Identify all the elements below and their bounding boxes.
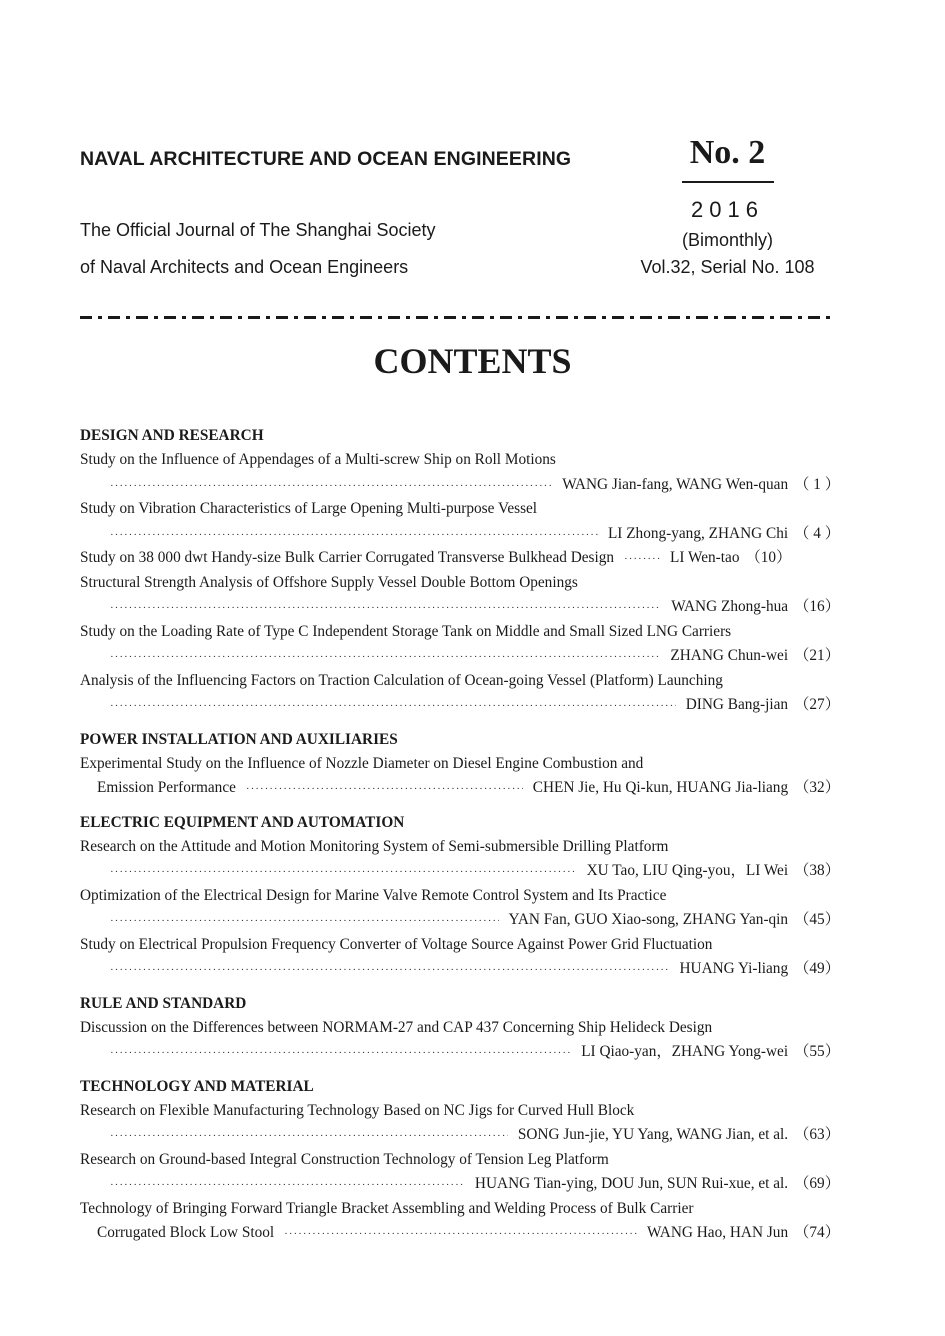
section-heading: RULE AND STANDARD [80, 994, 247, 1012]
toc-entry[interactable] [80, 752, 840, 801]
article-authors: WANG Zhong-hua [671, 598, 789, 615]
leader-dots [110, 694, 676, 719]
article-page: （32） [794, 779, 840, 796]
article-page: （ 1 ） [794, 475, 840, 493]
leader-dots [110, 596, 661, 621]
article-byline [80, 644, 840, 669]
journal-title: NAVAL ARCHITECTURE AND OCEAN ENGINEERING [80, 148, 572, 170]
article-byline [80, 1040, 840, 1065]
article-byline [80, 522, 840, 547]
article-byline [80, 1221, 840, 1246]
article-title-continued: Emission Performance [97, 779, 236, 796]
article-title: Study on 38 000 dwt Handy-size Bulk Carrier Corrugated Transverse Bulkhead Design [80, 549, 615, 566]
article-page: （74） [794, 1224, 840, 1241]
article-authors: LI Wen-tao [670, 549, 740, 566]
toc-entry[interactable] [80, 448, 840, 497]
issue-number: No. 2 [689, 134, 766, 171]
toc-entry[interactable] [80, 546, 840, 571]
article-title: Structural Strength Analysis of Offshore Supply Vessel Double Bottom Openings [80, 573, 578, 591]
article-byline [80, 859, 840, 884]
article-byline [80, 776, 840, 801]
article-page: （ 4 ） [794, 524, 840, 542]
article-title: Technology of Bringing Forward Triangle Bracket Assembling and Welding Process of Bulk Carrier [80, 1199, 694, 1217]
article-title: Study on Vibration Characteristics of Large Opening Multi-purpose Vessel [80, 500, 538, 517]
toc-entry[interactable] [80, 497, 840, 546]
leader-dots [110, 1041, 571, 1066]
article-title: Research on the Attitude and Motion Monitoring System of Semi-submersible Drilling Platform [80, 837, 669, 855]
toc-entry[interactable] [80, 933, 840, 982]
toc-entry[interactable] [80, 571, 840, 620]
leader-dots [110, 523, 598, 548]
article-page: （10） [745, 549, 792, 566]
article-title: Study on Electrical Propulsion Frequency Converter of Voltage Source Against Power Grid Fluctuation [80, 935, 713, 953]
article-authors: LI Zhong-yang, ZHANG Chi [607, 524, 789, 542]
section-heading: DESIGN AND RESEARCH [80, 427, 264, 444]
article-authors: LI Qiao-yan，ZHANG Yong-wei [581, 1043, 789, 1060]
article-authors: YAN Fan, GUO Xiao-song, ZHANG Yan-qin [508, 911, 789, 928]
article-authors: XU Tao, LIU Qing-you，LI Wei [586, 862, 789, 879]
article-authors: WANG Hao, HAN Jun [647, 1224, 789, 1241]
article-title: Optimization of the Electrical Design for Marine Valve Remote Control System and Its Practice [80, 886, 667, 904]
toc-entry[interactable] [80, 1016, 840, 1065]
leader-dots [110, 1124, 508, 1149]
issue-year: 2016 [691, 197, 764, 222]
article-title: Discussion on the Differences between NORMAM-27 and CAP 437 Concerning Ship Helideck Design [80, 1018, 713, 1036]
section-heading: TECHNOLOGY AND MATERIAL [80, 1077, 314, 1095]
leader-dots [110, 909, 499, 934]
article-page: （21） [794, 647, 840, 664]
leader-dots [624, 547, 660, 572]
article-byline [80, 957, 840, 982]
article-page: （69） [794, 1175, 840, 1192]
article-authors: SONG Jun-jie, YU Yang, WANG Jian, et al. [517, 1126, 789, 1143]
article-page: （27） [794, 696, 840, 713]
toc-entry[interactable] [80, 884, 840, 933]
article-title-continued: Corrugated Block Low Stool [97, 1224, 275, 1241]
journal-header [80, 148, 620, 277]
article-title: Study on the Influence of Appendages of a Multi-screw Ship on Roll Motions [80, 451, 556, 468]
toc-entry[interactable] [80, 1197, 840, 1246]
journal-description-line2: of Naval Architects and Ocean Engineers [80, 257, 409, 277]
article-authors: CHEN Jie, Hu Qi-kun, HUANG Jia-liang [532, 779, 789, 796]
dash-dot-divider [80, 316, 836, 319]
leader-dots [110, 474, 552, 499]
issue-rule [682, 181, 774, 183]
leader-dots [284, 1222, 637, 1247]
article-title: Experimental Study on the Influence of Nozzle Diameter on Diesel Engine Combustion and [80, 754, 644, 772]
toc-entry[interactable] [80, 835, 840, 884]
article-title: Analysis of the Influencing Factors on Traction Calculation of Ocean-going Vessel (Platform) Launching [80, 671, 723, 689]
article-authors: DING Bang-jian [685, 696, 789, 713]
toc-entry[interactable] [80, 669, 840, 718]
article-byline [80, 1123, 840, 1148]
toc-entry[interactable] [80, 1099, 840, 1148]
article-byline [80, 595, 840, 620]
article-page: （49） [794, 960, 840, 977]
article-authors: ZHANG Chun-wei [670, 647, 789, 664]
section-heading: POWER INSTALLATION AND AUXILIARIES [80, 730, 398, 748]
issue-info [620, 132, 835, 279]
table-of-contents [80, 424, 840, 1246]
issue-frequency: (Bimonthly) [681, 230, 774, 250]
issue-volume: Vol.32, Serial No. 108 [640, 257, 815, 277]
leader-dots [110, 645, 660, 670]
article-page: （16） [794, 598, 840, 615]
leader-dots [110, 860, 577, 885]
article-page: （45） [794, 911, 840, 928]
article-byline [80, 473, 840, 498]
article-authors: WANG Jian-fang, WANG Wen-quan [562, 475, 789, 493]
article-byline [80, 1172, 840, 1197]
journal-description-line1: The Official Journal of The Shanghai Society [80, 220, 436, 240]
leader-dots [110, 1173, 465, 1198]
article-byline [80, 693, 840, 718]
article-title: Research on Ground-based Integral Construction Technology of Tension Leg Platform [80, 1150, 609, 1168]
article-byline [80, 908, 840, 933]
section-heading: ELECTRIC EQUIPMENT AND AUTOMATION [80, 813, 405, 831]
article-page: （63） [794, 1126, 840, 1143]
article-page: （38） [794, 862, 840, 879]
toc-entry[interactable] [80, 620, 840, 669]
article-title: Study on the Loading Rate of Type C Independent Storage Tank on Middle and Small Sized LNG Carriers [80, 622, 732, 640]
contents-title: CONTENTS [373, 341, 572, 381]
toc-entry[interactable] [80, 1148, 840, 1197]
article-authors: HUANG Yi-liang [679, 960, 789, 977]
leader-dots [246, 777, 523, 802]
article-title: Research on Flexible Manufacturing Technology Based on NC Jigs for Curved Hull Block [80, 1101, 635, 1119]
article-authors: HUANG Tian-ying, DOU Jun, SUN Rui-xue, et al. [474, 1175, 789, 1192]
leader-dots [110, 958, 669, 983]
article-page: （55） [794, 1043, 840, 1060]
